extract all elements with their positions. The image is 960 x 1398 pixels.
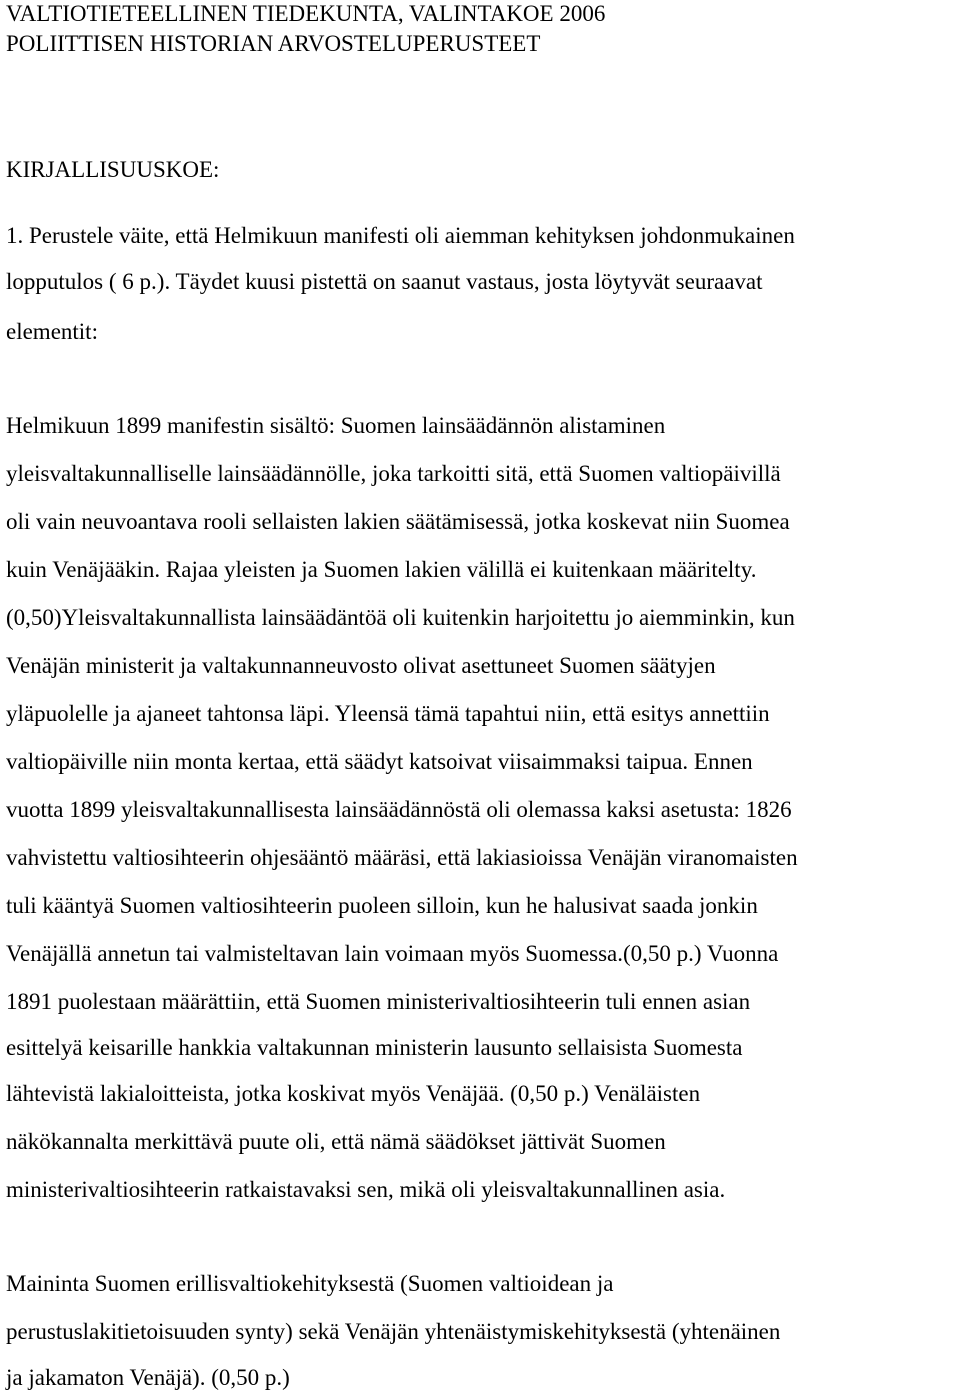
paragraph1-line-17: ministerivaltiosihteerin ratkaistavaksi sen, mikä oli yleisvaltakunnallinen asia. (6, 1177, 726, 1202)
paragraph2-line-3: ja jakamaton Venäjä). (0,50 p.) (6, 1365, 290, 1390)
header-line-2: POLIITTISEN HISTORIAN ARVOSTELUPERUSTEET (6, 31, 541, 56)
paragraph1-line-7: yläpuolelle ja ajaneet tahtonsa läpi. Yleensä tämä tapahtui niin, että esitys annettiin (6, 701, 770, 726)
paragraph1-line-1: Helmikuun 1899 manifestin sisältö: Suomen lainsäädännön alistaminen (6, 413, 666, 438)
paragraph1-line-15: lähtevistä lakialoitteista, jotka koskivat myös Venäjää. (0,50 p.) Venäläisten (6, 1081, 701, 1106)
paragraph1-line-16: näkökannalta merkittävä puute oli, että nämä säädökset jättivät Suomen (6, 1129, 666, 1154)
section-heading: KIRJALLISUUSKOE: (6, 157, 220, 182)
header-line-1: VALTIOTIETEELLINEN TIEDEKUNTA, VALINTAKOE 2006 (6, 1, 606, 26)
paragraph1-line-12: Venäjällä annetun tai valmisteltavan lain voimaan myös Suomessa.(0,50 p.) Vuonna (6, 941, 779, 966)
paragraph1-line-8: valtiopäiville niin monta kertaa, että säädyt katsoivat viisaimmaksi taipua. Ennen (6, 749, 753, 774)
paragraph1-line-5: (0,50)Yleisvaltakunnallista lainsäädäntöä oli kuitenkin harjoitettu jo aiemminkin, kun (6, 605, 795, 630)
paragraph2-line-1: Maininta Suomen erillisvaltiokehityksestä (Suomen valtioidean ja (6, 1271, 614, 1296)
paragraph1-line-6: Venäjän ministerit ja valtakunnanneuvosto olivat asettuneet Suomen säätyjen (6, 653, 716, 678)
question-line-1: 1. Perustele väite, että Helmikuun manifesti oli aiemman kehityksen johdonmukainen (6, 223, 795, 248)
question-line-2: lopputulos ( 6 p.). Täydet kuusi pistettä on saanut vastaus, josta löytyvät seuraavat (6, 269, 763, 294)
paragraph2-line-2: perustuslakitietoisuuden synty) sekä Venäjän yhtenäistymiskehityksestä (yhtenäinen (6, 1319, 781, 1344)
paragraph1-line-4: kuin Venäjääkin. Rajaa yleisten ja Suomen lakien välillä ei kuitenkaan määritelty. (6, 557, 757, 582)
paragraph1-line-10: vahvistettu valtiosihteerin ohjesääntö määräsi, että lakiasioissa Venäjän viranomaisten (6, 845, 798, 870)
paragraph1-line-14: esittelyä keisarille hankkia valtakunnan ministerin lausunto sellaisista Suomesta (6, 1035, 743, 1060)
paragraph1-line-11: tuli kääntyä Suomen valtiosihteerin puoleen silloin, kun he halusivat saada jonkin (6, 893, 758, 918)
paragraph1-line-9: vuotta 1899 yleisvaltakunnallisesta lainsäädännöstä oli olemassa kaksi asetusta: 1826 (6, 797, 792, 822)
paragraph1-line-13: 1891 puolestaan määrättiin, että Suomen ministerivaltiosihteerin tuli ennen asian (6, 989, 751, 1014)
paragraph1-line-3: oli vain neuvoantava rooli sellaisten lakien säätämisessä, jotka koskevat niin Suomea (6, 509, 790, 534)
paragraph1-line-2: yleisvaltakunnalliselle lainsäädännölle, joka tarkoitti sitä, että Suomen valtiopäivillä (6, 461, 781, 486)
question-line-3: elementit: (6, 319, 98, 344)
